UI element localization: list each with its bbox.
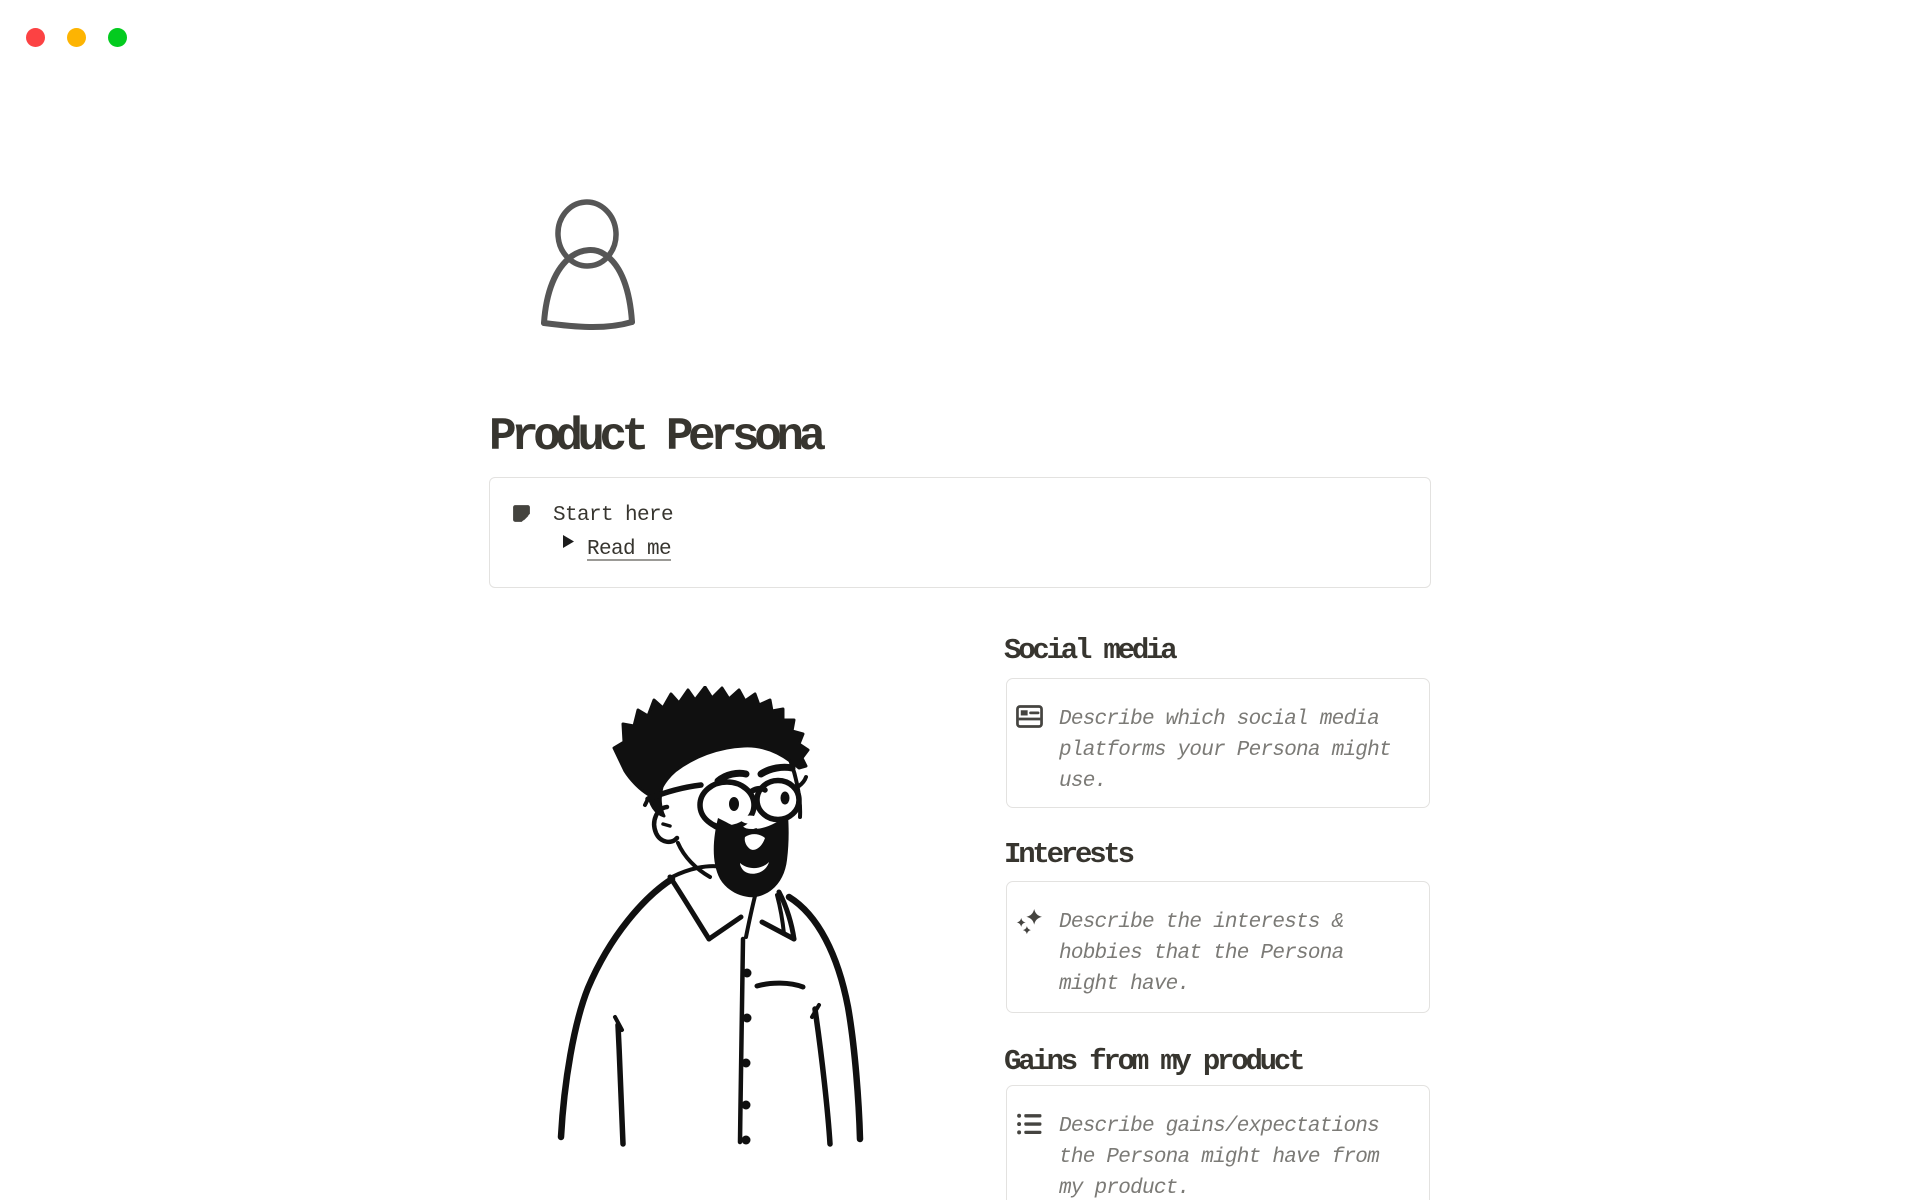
interests-placeholder[interactable]: Describe the interests & hobbies that the Persona might have. (1059, 911, 1344, 996)
sparkles-icon (1016, 908, 1043, 935)
gains-callout[interactable] (1006, 1085, 1430, 1200)
page-title[interactable]: Product Persona (489, 411, 821, 463)
minimize-window-button[interactable] (67, 28, 86, 47)
gains-placeholder[interactable]: Describe gains/expectations the Persona might have from my product. (1059, 1115, 1380, 1200)
close-window-button[interactable] (26, 28, 45, 47)
note-icon[interactable] (511, 503, 532, 524)
zoom-window-button[interactable] (108, 28, 127, 47)
toggle-triangle-icon[interactable] (563, 535, 574, 548)
persona-portrait-illustration (556, 686, 868, 1158)
social-media-placeholder[interactable]: Describe which social media platforms your Persona might use. (1059, 708, 1391, 793)
heading-social-media[interactable]: Social media (1004, 634, 1175, 667)
heading-interests[interactable]: Interests (1004, 838, 1132, 871)
person-sketch-icon[interactable] (535, 196, 641, 332)
social-media-callout[interactable] (1006, 678, 1430, 808)
heading-gains[interactable]: Gains from my product (1004, 1045, 1303, 1078)
interests-callout[interactable] (1006, 881, 1430, 1013)
read-me-toggle[interactable]: Read me (587, 538, 672, 561)
bulleted-list-icon (1016, 1112, 1043, 1137)
start-here-callout[interactable] (489, 477, 1431, 588)
start-here-label: Start here (553, 504, 674, 527)
profile-card-icon (1016, 705, 1043, 728)
